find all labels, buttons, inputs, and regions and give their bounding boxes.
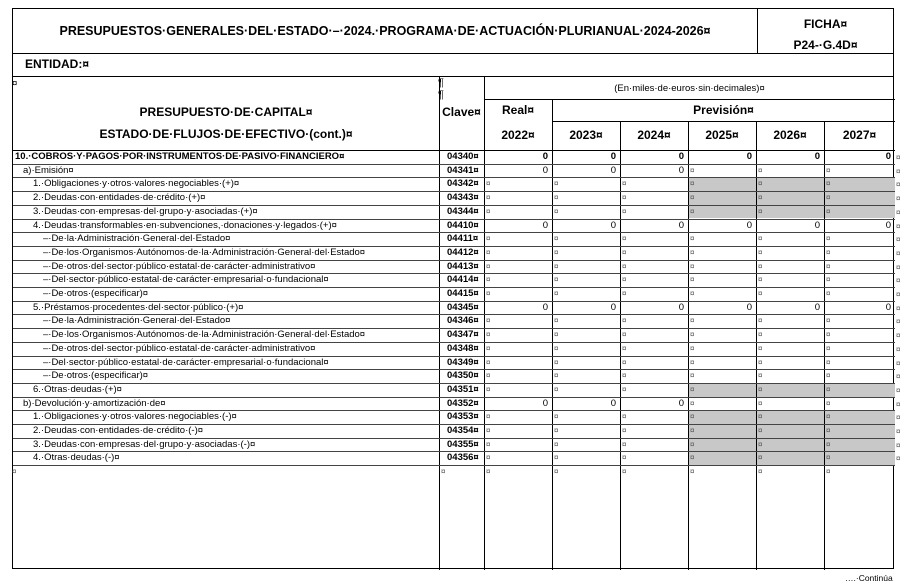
cell-mark[interactable]: ¤ bbox=[486, 289, 491, 298]
cell-mark[interactable]: ¤ bbox=[690, 357, 695, 367]
year-header: 2024¤ bbox=[637, 128, 671, 142]
year-header: 2022¤ bbox=[501, 128, 535, 142]
cell-mark[interactable]: ¤ bbox=[622, 371, 627, 381]
cell-mark[interactable]: ¤ bbox=[554, 289, 559, 298]
row-end-mark: ¤ bbox=[896, 454, 901, 464]
cell-mark[interactable]: ¤ bbox=[622, 412, 627, 422]
cell-mark[interactable]: ¤ bbox=[690, 330, 695, 340]
cell-value[interactable]: 0 bbox=[746, 151, 752, 162]
cell-mark[interactable]: ¤ bbox=[486, 357, 491, 367]
cell-mark[interactable]: ¤ bbox=[622, 316, 627, 326]
cell-mark[interactable]: ¤ bbox=[554, 261, 559, 271]
cell-mark[interactable]: ¤ bbox=[622, 343, 627, 353]
cell-mark[interactable]: ¤ bbox=[554, 193, 559, 203]
cell-mark[interactable]: ¤ bbox=[622, 330, 627, 340]
cell-mark[interactable]: ¤ bbox=[554, 439, 559, 449]
cell-mark[interactable]: ¤ bbox=[690, 439, 695, 449]
table-row-label: –·Del·sector·público·estatal·de·carácter·empresarial·o·fundacional¤ bbox=[43, 356, 329, 368]
row-code: 04410¤ bbox=[447, 219, 479, 231]
table-row-label: 5.·Préstamos·procedentes·del·sector·público·(+)¤ bbox=[33, 301, 244, 313]
cell-mark[interactable]: ¤ bbox=[826, 453, 831, 463]
cell-mark[interactable]: ¤ bbox=[758, 179, 763, 189]
grey-cell bbox=[689, 452, 756, 465]
row-code: 04345¤ bbox=[447, 301, 479, 313]
prevision-header: Previsión¤ bbox=[693, 103, 754, 117]
table-row-label: –·De·otros·(especificar)¤ bbox=[43, 288, 149, 299]
cell-mark[interactable]: ¤ bbox=[554, 206, 559, 216]
cell-mark[interactable]: ¤ bbox=[690, 289, 695, 298]
cell-mark[interactable]: ¤ bbox=[758, 206, 763, 216]
row-code: 04415¤ bbox=[447, 288, 479, 299]
cell-mark[interactable]: ¤ bbox=[622, 384, 627, 394]
table-row-label: 2.·Deudas·con·entidades·de·crédito·(+)¤ bbox=[33, 192, 206, 204]
row-end-mark: ¤ bbox=[896, 153, 901, 162]
cell-mark[interactable]: ¤ bbox=[826, 234, 831, 244]
row-end-mark: ¤ bbox=[896, 290, 901, 299]
row-code: 04346¤ bbox=[447, 315, 479, 327]
cell-mark[interactable]: ¤ bbox=[826, 247, 831, 257]
cell-mark[interactable]: ¤ bbox=[690, 398, 695, 408]
grey-cell bbox=[825, 452, 895, 465]
row-end-mark: ¤ bbox=[896, 221, 901, 231]
table-row-label: –·De·otros·(especificar)¤ bbox=[43, 370, 149, 382]
grey-cell bbox=[689, 178, 756, 191]
table-row-label: 10.·COBROS·Y·PAGOS·POR·INSTRUMENTOS·DE·PASIVO·FINANCIERO¤ bbox=[15, 151, 345, 162]
grey-cell bbox=[689, 384, 756, 397]
row-end-mark: ¤ bbox=[896, 413, 901, 423]
cell-value[interactable]: 0 bbox=[610, 151, 616, 162]
cell-mark[interactable]: ¤ bbox=[690, 193, 695, 203]
top-left-mark: ¤ bbox=[12, 78, 18, 89]
grey-cell bbox=[757, 192, 824, 205]
cell-value[interactable]: 0 bbox=[885, 219, 891, 231]
cell-mark[interactable]: ¤ bbox=[486, 316, 491, 326]
cell-mark[interactable]: ¤ bbox=[486, 261, 491, 271]
cell-mark[interactable]: ¤ bbox=[486, 179, 491, 189]
cell-value[interactable]: 0 bbox=[610, 164, 616, 176]
year-header: 2026¤ bbox=[773, 128, 807, 142]
cell-value[interactable]: 0 bbox=[542, 397, 548, 409]
prevision-line bbox=[552, 121, 895, 122]
table-row-label: 4.·Deudas·transformables·en·subvenciones,·donaciones·y·legados·(+)¤ bbox=[33, 219, 337, 231]
cell-value[interactable]: 0 bbox=[678, 219, 684, 231]
cell-mark[interactable]: ¤ bbox=[758, 426, 763, 435]
grey-cell bbox=[757, 439, 824, 452]
cell-mark[interactable]: ¤ bbox=[622, 193, 627, 203]
continua-note: ….·Continúa bbox=[845, 573, 893, 583]
cell-mark[interactable]: ¤ bbox=[622, 234, 627, 244]
cell-mark[interactable]: ¤ bbox=[554, 453, 559, 463]
cell-mark[interactable]: ¤ bbox=[486, 384, 491, 394]
row-end-mark: ¤ bbox=[896, 385, 901, 395]
cell-mark[interactable]: ¤ bbox=[690, 247, 695, 257]
cell-mark[interactable]: ¤ bbox=[758, 289, 763, 298]
cell-value[interactable]: 0 bbox=[885, 151, 891, 162]
row-end-mark: ¤ bbox=[896, 399, 901, 409]
table-row-label: –·De·los·Organismos·Autónomos·de·la·Administración·General·del·Estado¤ bbox=[43, 246, 366, 258]
grey-cell bbox=[825, 206, 895, 219]
cell-mark[interactable]: ¤ bbox=[758, 453, 763, 463]
grey-cell bbox=[757, 425, 824, 438]
cell-mark[interactable]: ¤ bbox=[622, 439, 627, 449]
cell-mark[interactable]: ¤ bbox=[758, 247, 763, 257]
cell-mark[interactable]: ¤ bbox=[554, 343, 559, 353]
blank-mark: ¤ bbox=[622, 467, 627, 477]
row-end-mark: ¤ bbox=[896, 207, 901, 217]
row-end-mark: ¤ bbox=[896, 276, 901, 286]
cell-value[interactable]: 0 bbox=[746, 301, 752, 313]
cell-mark[interactable]: ¤ bbox=[826, 426, 831, 435]
cell-mark[interactable]: ¤ bbox=[826, 371, 831, 381]
section-subtitle: ESTADO·DE·FLUJOS·DE·EFECTIVO·(cont.)¤ bbox=[99, 127, 353, 141]
cell-value[interactable]: 0 bbox=[814, 301, 820, 313]
cell-mark[interactable]: ¤ bbox=[826, 343, 831, 353]
cell-mark[interactable]: ¤ bbox=[690, 343, 695, 353]
col-line bbox=[824, 121, 825, 570]
cell-value[interactable]: 0 bbox=[885, 301, 891, 313]
row-end-mark: ¤ bbox=[896, 331, 901, 341]
cell-mark[interactable]: ¤ bbox=[826, 316, 831, 326]
row-code: 04341¤ bbox=[447, 164, 479, 176]
grey-cell bbox=[825, 439, 895, 452]
row-code: 04350¤ bbox=[447, 370, 479, 382]
grey-cell bbox=[689, 192, 756, 205]
cell-value[interactable]: 0 bbox=[610, 219, 616, 231]
cell-mark[interactable]: ¤ bbox=[690, 179, 695, 189]
table-row-label: 3.·Deudas·con·empresas·del·grupo·y·asociadas·(+)¤ bbox=[33, 205, 258, 217]
cell-mark[interactable]: ¤ bbox=[486, 343, 491, 353]
cell-mark[interactable]: ¤ bbox=[486, 275, 491, 285]
row-code: 04352¤ bbox=[447, 397, 479, 409]
cell-mark[interactable]: ¤ bbox=[622, 179, 627, 189]
grey-cell bbox=[689, 425, 756, 438]
table-row-label: –·De·la·Administración·General·del·Estado¤ bbox=[43, 233, 231, 245]
cell-value[interactable]: 0 bbox=[610, 301, 616, 313]
blank-mark: ¤ bbox=[12, 467, 17, 477]
row-end-mark: ¤ bbox=[896, 358, 901, 368]
cell-mark[interactable]: ¤ bbox=[826, 384, 831, 394]
row-code: 04411¤ bbox=[447, 233, 479, 245]
cell-mark[interactable]: ¤ bbox=[554, 412, 559, 422]
grey-cell bbox=[757, 384, 824, 397]
cell-mark[interactable]: ¤ bbox=[758, 357, 763, 367]
cell-mark[interactable]: ¤ bbox=[486, 426, 491, 435]
cell-mark[interactable]: ¤ bbox=[486, 193, 491, 203]
page-title-text: PRESUPUESTOS·GENERALES·DEL·ESTADO·–·2024.·PROGRAMA·DE·ACTUACIÓN·PLURIANUAL·2024-2026¤ bbox=[59, 24, 711, 38]
grey-cell bbox=[757, 411, 824, 424]
cell-mark[interactable]: ¤ bbox=[758, 193, 763, 203]
row-line bbox=[13, 465, 895, 466]
row-end-mark: ¤ bbox=[896, 344, 901, 354]
cell-mark[interactable]: ¤ bbox=[554, 316, 559, 326]
blank-mark: ¤ bbox=[441, 467, 446, 477]
cell-mark[interactable]: ¤ bbox=[758, 398, 763, 408]
cell-mark[interactable]: ¤ bbox=[826, 330, 831, 340]
cell-mark[interactable]: ¤ bbox=[826, 206, 831, 216]
blank-mark: ¤ bbox=[486, 467, 491, 477]
row-code: 04351¤ bbox=[447, 383, 479, 395]
entidad-field[interactable] bbox=[12, 53, 894, 77]
cell-mark[interactable]: ¤ bbox=[622, 357, 627, 367]
grey-cell bbox=[757, 178, 824, 191]
header-line bbox=[484, 99, 895, 100]
grey-cell bbox=[825, 384, 895, 397]
cell-mark[interactable]: ¤ bbox=[622, 206, 627, 216]
cell-mark[interactable]: ¤ bbox=[690, 412, 695, 422]
cell-mark[interactable]: ¤ bbox=[486, 247, 491, 257]
cell-mark[interactable]: ¤ bbox=[826, 261, 831, 271]
blank-mark: ¤ bbox=[690, 467, 695, 477]
cell-mark[interactable]: ¤ bbox=[690, 371, 695, 381]
row-code: 04355¤ bbox=[447, 438, 479, 450]
cell-mark[interactable]: ¤ bbox=[690, 275, 695, 285]
cell-mark[interactable]: ¤ bbox=[486, 206, 491, 216]
grey-cell bbox=[757, 452, 824, 465]
pilcrow: ¶ bbox=[438, 77, 444, 89]
cell-value[interactable]: 0 bbox=[610, 397, 616, 409]
row-code: 04349¤ bbox=[447, 356, 479, 368]
row-end-mark: ¤ bbox=[896, 194, 901, 204]
row-code: 04344¤ bbox=[447, 205, 479, 217]
grey-cell bbox=[825, 411, 895, 424]
cell-mark[interactable]: ¤ bbox=[758, 371, 763, 381]
ficha-code: P24-·G.4D¤ bbox=[793, 38, 858, 52]
cell-mark[interactable]: ¤ bbox=[690, 453, 695, 463]
cell-mark[interactable]: ¤ bbox=[826, 275, 831, 285]
col-line bbox=[620, 121, 621, 570]
cell-mark[interactable]: ¤ bbox=[554, 330, 559, 340]
cell-mark[interactable]: ¤ bbox=[554, 275, 559, 285]
table-row-label: 4.·Otras·deudas·(-)¤ bbox=[33, 452, 120, 464]
cell-mark[interactable]: ¤ bbox=[690, 426, 695, 435]
row-end-mark: ¤ bbox=[896, 372, 901, 382]
cell-mark[interactable]: ¤ bbox=[826, 412, 831, 422]
entidad-label: ENTIDAD:¤ bbox=[25, 57, 90, 71]
cell-mark[interactable]: ¤ bbox=[758, 384, 763, 394]
blank-mark: ¤ bbox=[758, 467, 763, 477]
cell-mark[interactable]: ¤ bbox=[554, 426, 559, 435]
cell-mark[interactable]: ¤ bbox=[622, 247, 627, 257]
row-end-mark: ¤ bbox=[896, 440, 901, 450]
cell-value[interactable]: 0 bbox=[814, 219, 820, 231]
cell-value[interactable]: 0 bbox=[678, 151, 684, 162]
table-row-label: –·Del·sector·público·estatal·de·carácter·empresarial·o·fundacional¤ bbox=[43, 274, 329, 286]
page-title bbox=[12, 8, 758, 54]
blank-mark: ¤ bbox=[826, 467, 831, 477]
table-row-label: –·De·otros·del·sector·público·estatal·de·carácter·administrativo¤ bbox=[43, 342, 316, 354]
table-row-label: 6.·Otras·deudas·(+)¤ bbox=[33, 383, 122, 395]
cell-mark[interactable]: ¤ bbox=[690, 316, 695, 326]
cell-mark[interactable]: ¤ bbox=[622, 289, 627, 298]
cell-mark[interactable]: ¤ bbox=[826, 357, 831, 367]
cell-mark[interactable]: ¤ bbox=[622, 261, 627, 271]
blank-mark: ¤ bbox=[554, 467, 559, 477]
cell-mark[interactable]: ¤ bbox=[758, 165, 763, 175]
cell-mark[interactable]: ¤ bbox=[826, 193, 831, 203]
cell-value[interactable]: 0 bbox=[542, 151, 548, 162]
row-end-mark: ¤ bbox=[896, 235, 901, 245]
cell-mark[interactable]: ¤ bbox=[486, 234, 491, 244]
cell-mark[interactable]: ¤ bbox=[826, 179, 831, 189]
row-code: 04342¤ bbox=[447, 178, 479, 190]
col-line bbox=[688, 121, 689, 570]
year-header: 2027¤ bbox=[842, 128, 877, 142]
row-code: 04414¤ bbox=[447, 274, 479, 286]
cell-mark[interactable]: ¤ bbox=[758, 316, 763, 326]
cell-mark[interactable]: ¤ bbox=[690, 165, 695, 175]
cell-mark[interactable]: ¤ bbox=[486, 412, 491, 422]
cell-mark[interactable]: ¤ bbox=[486, 439, 491, 449]
table-row-label: a)·Emisión¤ bbox=[23, 164, 74, 176]
cell-mark[interactable]: ¤ bbox=[758, 330, 763, 340]
row-end-mark: ¤ bbox=[896, 180, 901, 190]
cell-mark[interactable]: ¤ bbox=[690, 206, 695, 216]
table-row-label: 1.·Obligaciones·y·otros·valores·negociables·(-)¤ bbox=[33, 411, 237, 423]
cell-mark[interactable]: ¤ bbox=[758, 234, 763, 244]
table-row-label: –·De·la·Administración·General·del·Estado¤ bbox=[43, 315, 231, 327]
grey-cell bbox=[689, 411, 756, 424]
cell-mark[interactable]: ¤ bbox=[486, 371, 491, 381]
section-title: PRESUPUESTO·DE·CAPITAL¤ bbox=[139, 105, 313, 119]
cell-mark[interactable]: ¤ bbox=[486, 330, 491, 340]
cell-value[interactable]: 0 bbox=[542, 301, 548, 313]
row-code: 04348¤ bbox=[447, 342, 479, 354]
table-row-label: –·De·otros·del·sector·público·estatal·de·carácter·administrativo¤ bbox=[43, 260, 316, 272]
row-end-mark: ¤ bbox=[896, 427, 901, 436]
cell-value[interactable]: 0 bbox=[746, 219, 752, 231]
cell-mark[interactable]: ¤ bbox=[758, 275, 763, 285]
cell-mark[interactable]: ¤ bbox=[826, 439, 831, 449]
cell-value[interactable]: 0 bbox=[678, 164, 684, 176]
cell-value[interactable]: 0 bbox=[678, 301, 684, 313]
table-row-label: 3.·Deudas·con·empresas·del·grupo·y·asociadas·(-)¤ bbox=[33, 438, 256, 450]
row-code: 04340¤ bbox=[447, 151, 479, 162]
cell-value[interactable]: 0 bbox=[542, 219, 548, 231]
row-code: 04353¤ bbox=[447, 411, 479, 423]
cell-mark[interactable]: ¤ bbox=[486, 453, 491, 463]
cell-mark[interactable]: ¤ bbox=[826, 289, 831, 298]
row-end-mark: ¤ bbox=[896, 317, 901, 327]
table-row-label: b)·Devolución·y·amortización·de¤ bbox=[23, 397, 166, 409]
grey-cell bbox=[825, 178, 895, 191]
ficha-box bbox=[757, 8, 894, 54]
grey-cell bbox=[757, 206, 824, 219]
cell-mark[interactable]: ¤ bbox=[690, 234, 695, 244]
pilcrow: ¶ bbox=[438, 89, 444, 101]
row-code: 04412¤ bbox=[447, 246, 479, 258]
cell-mark[interactable]: ¤ bbox=[554, 384, 559, 394]
cell-mark[interactable]: ¤ bbox=[826, 165, 831, 175]
cell-mark[interactable]: ¤ bbox=[554, 357, 559, 367]
cell-mark[interactable]: ¤ bbox=[554, 247, 559, 257]
row-code: 04354¤ bbox=[447, 425, 479, 436]
year-header: 2023¤ bbox=[569, 128, 603, 142]
cell-mark[interactable]: ¤ bbox=[554, 179, 559, 189]
grey-cell bbox=[689, 439, 756, 452]
ficha-label: FICHA¤ bbox=[803, 17, 848, 31]
grey-cell bbox=[689, 206, 756, 219]
cell-mark[interactable]: ¤ bbox=[554, 234, 559, 244]
table-row-label: 1.·Obligaciones·y·otros·valores·negociables·(+)¤ bbox=[33, 178, 240, 190]
cell-mark[interactable]: ¤ bbox=[622, 275, 627, 285]
units-note: (En·miles·de·euros·sin·decimales)¤ bbox=[614, 83, 765, 94]
grey-cell bbox=[825, 425, 895, 438]
cell-value[interactable]: 0 bbox=[542, 164, 548, 176]
year-header: 2025¤ bbox=[705, 128, 739, 142]
cell-value[interactable]: 0 bbox=[814, 151, 820, 162]
grey-cell bbox=[825, 192, 895, 205]
cell-mark[interactable]: ¤ bbox=[758, 412, 763, 422]
row-end-mark: ¤ bbox=[896, 262, 901, 272]
cell-mark[interactable]: ¤ bbox=[758, 439, 763, 449]
clave-header: Clave¤ bbox=[442, 105, 481, 119]
cell-mark[interactable]: ¤ bbox=[622, 426, 627, 435]
row-end-mark: ¤ bbox=[896, 248, 901, 258]
row-code: 04347¤ bbox=[447, 329, 479, 341]
cell-mark[interactable]: ¤ bbox=[758, 343, 763, 353]
cell-value[interactable]: 0 bbox=[678, 397, 684, 409]
cell-mark[interactable]: ¤ bbox=[622, 453, 627, 463]
row-code: 04413¤ bbox=[447, 260, 479, 272]
cell-mark[interactable]: ¤ bbox=[690, 261, 695, 271]
table-row-label: –·De·los·Organismos·Autónomos·de·la·Administración·General·del·Estado¤ bbox=[43, 329, 366, 341]
cell-mark[interactable]: ¤ bbox=[826, 398, 831, 408]
table-row-label: 2.·Deudas·con·entidades·de·crédito·(-)¤ bbox=[33, 425, 204, 436]
cell-mark[interactable]: ¤ bbox=[758, 261, 763, 271]
real-header: Real¤ bbox=[501, 103, 535, 117]
flujos-table bbox=[12, 76, 901, 569]
row-code: 04343¤ bbox=[447, 192, 479, 204]
cell-mark[interactable]: ¤ bbox=[690, 384, 695, 394]
col-line bbox=[756, 121, 757, 570]
cell-mark[interactable]: ¤ bbox=[554, 371, 559, 381]
row-code: 04356¤ bbox=[447, 452, 479, 464]
row-end-mark: ¤ bbox=[896, 303, 901, 313]
row-end-mark: ¤ bbox=[896, 166, 901, 176]
